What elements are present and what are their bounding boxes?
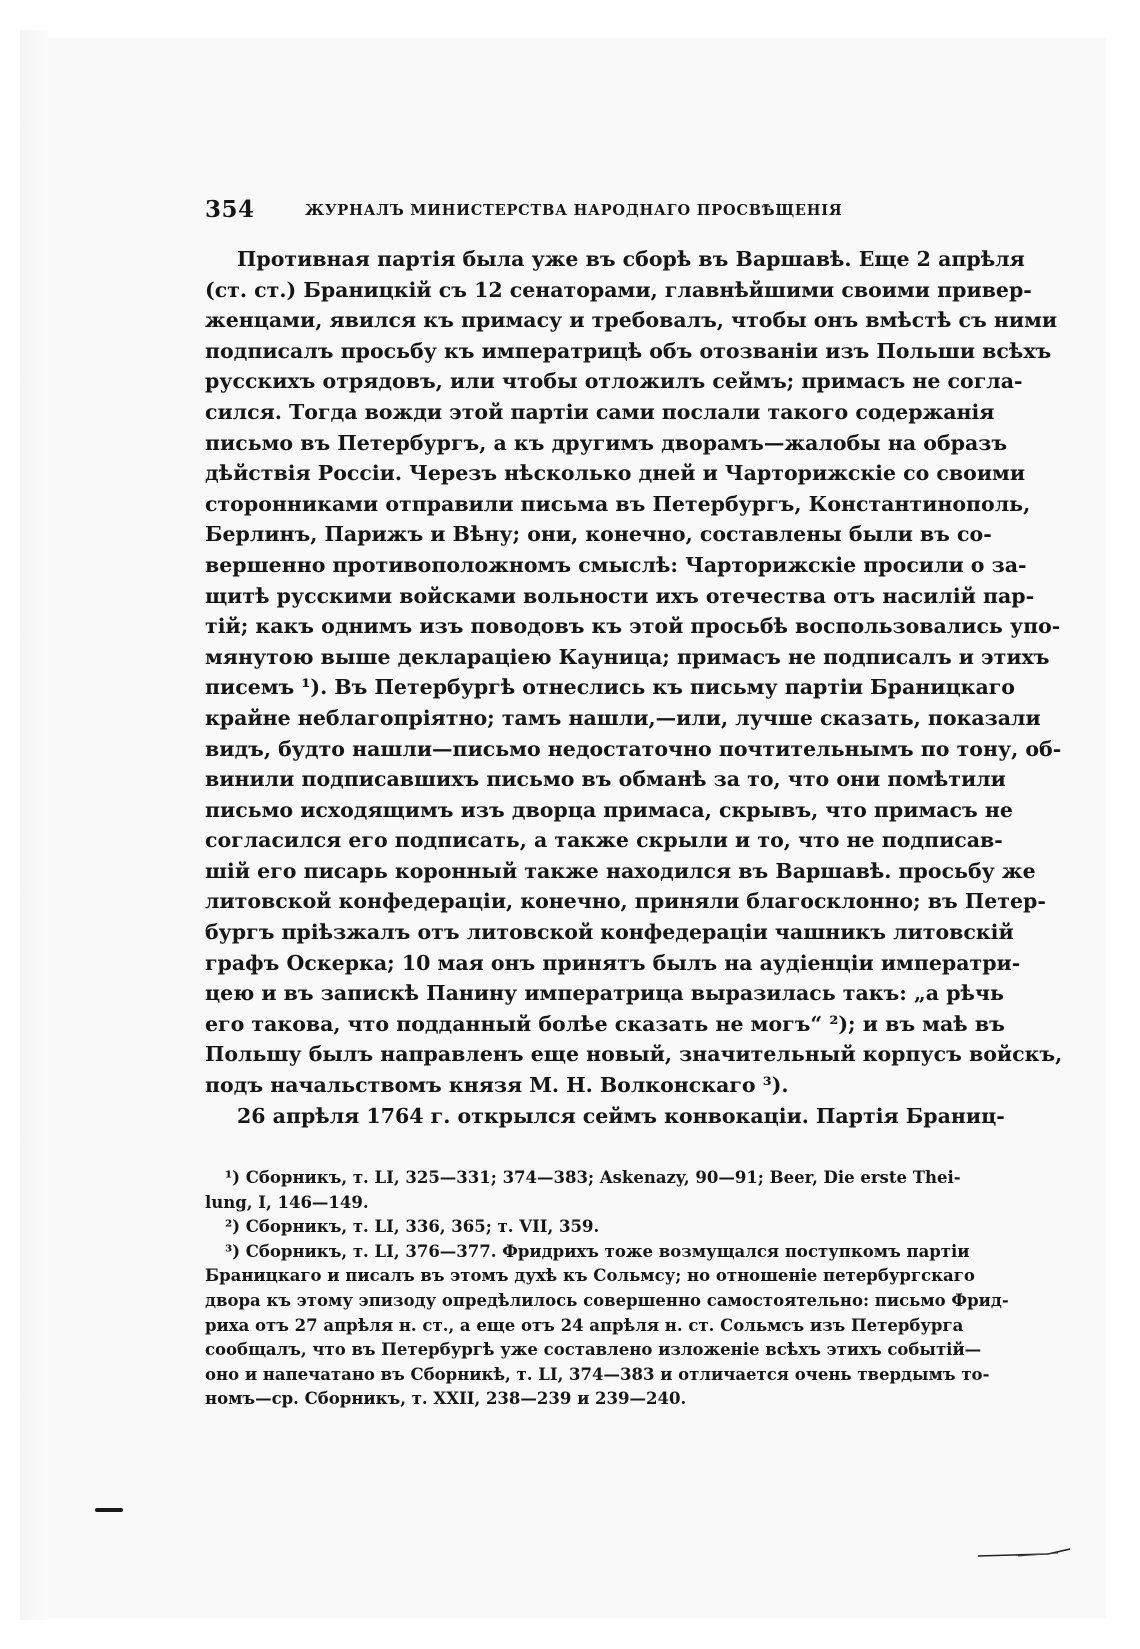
text-line: винили подписавшихъ письмо въ обманѣ за то, что они помѣтили [205,767,1006,792]
text-line: вершенно противоположномъ смыслѣ: Чарторижскіе просили о за- [205,552,1027,577]
text-line: щитѣ русскими войсками вольности ихъ отечества отъ насилій пар- [205,583,1035,608]
text-line: графъ Оскерка; 10 мая онъ принятъ былъ на аудіенціи императри- [205,950,1021,975]
text-line: цею и въ запискѣ Панину императрица выразилась такъ: „а рѣчь [205,981,1004,1006]
text-line: подписалъ просьбу къ императрицѣ объ отозваніи изъ Польши всѣхъ [205,338,1052,363]
scan-mark-right [978,1548,1070,1558]
text-line: Противная партія была уже въ сборѣ въ Варшавѣ. Еще 2 апрѣля [237,247,1025,271]
page-header [205,196,957,226]
scan-mark-left [95,1508,123,1512]
text-line: письмо въ Петербургъ, а къ другимъ дворамъ—жалобы на образъ [205,430,1008,455]
footnote-line: lung, I, 146—149. [205,1192,369,1212]
text-line: сился. Тогда вожди этой партіи сами послали такого содержанія [205,399,995,424]
footnote-line: Браницкаго и писалъ въ этомъ духѣ къ Сольмсу; но отношеніе петербургскаго [205,1266,975,1286]
text-line: Берлинъ, Парижъ и Вѣну; они, конечно, составлены были въ со- [205,522,992,547]
footnote-line: риха отъ 27 апрѣля н. ст., а еще отъ 24 апрѣля н. ст. Сольмсъ изъ Петербурга [205,1315,964,1335]
footnote-line: сообщалъ, что въ Петербургѣ уже составлено изложеніе всѣхъ этихъ событій— [205,1340,982,1360]
text-line: русскихъ отрядовъ, или чтобы отложилъ сеймъ; примасъ не согла- [205,369,1023,394]
footnote-line: ³) Сборникъ, т. LI, 376—377. Фридрихъ тоже возмущался поступкомъ партіи [225,1241,970,1261]
scan-edge [20,30,48,1620]
text-line: согласился его подписать, а также скрыли и то, что не подписав- [205,828,1003,853]
text-line: бургъ пріѣзжалъ отъ литовской конфедераціи чашникъ литовскій [205,920,1014,945]
text-line: его такова, что подданный болѣе сказать не могъ“ ²); и въ маѣ въ [205,1011,1005,1036]
footnote-line: номъ—ср. Сборникъ, т. XXII, 238—239 и 239—240. [205,1389,687,1409]
main-text [205,244,1063,1131]
footnote-line: двора къ этому эпизоду опредѣлилось совершенно самостоятельно: письмо Фрид- [205,1290,1009,1310]
text-line: тій; какъ однимъ изъ поводовъ къ этой просьбѣ воспользовались упо- [205,614,1061,639]
text-line: письмо исходящимъ изъ дворца примаса, скрывъ, что примасъ не [205,797,1013,822]
text-line: видъ, будто нашли—письмо недостаточно почтительнымъ по тону, об- [205,736,1062,761]
footnote-line: оно и напечатано въ Сборникѣ, т. LI, 374—383 и отличается очень твердымъ то- [205,1364,990,1384]
text-line: (ст. ст.) Браницкій съ 12 сенаторами, главнѣйшими своими привер- [205,277,1032,302]
text-line: дѣйствія Россіи. Черезъ нѣсколько дней и Чарторижскіе со своими [205,461,1026,486]
footnote-line: ¹) Сборникъ, т. LI, 325—331; 374—383; Askenazy, 90—91; Beer, Die erste Thei- [225,1168,961,1187]
text-line: Польшу былъ направленъ еще новый, значительный корпусъ войскъ, [205,1042,1063,1067]
running-title: ЖУРНАЛЪ МИНИСТЕРСТВА НАРОДНАГО ПРОСВѢЩЕНІЯ [305,202,843,219]
footnote-line: ²) Сборникъ, т. LI, 336, 365; т. VII, 359. [225,1217,600,1237]
text-line: мянутою выше деклараціею Кауница; примасъ не подписалъ и этихъ [205,644,1050,669]
text-line: 26 апрѣля 1764 г. открылся сеймъ конвокаціи. Партія Браниц- [237,1103,1005,1128]
text-line: шій его писарь коронный также находился въ Варшавѣ. просьбу же [205,858,1036,883]
text-line: писемъ ¹). Въ Петербургѣ отнеслись къ письму партіи Браницкаго [205,675,1015,700]
text-line: сторонниками отправили письма въ Петербургъ, Константинополь, [205,491,1031,516]
footnotes [205,1166,1009,1412]
text-line: женцами, явился къ примасу и требовалъ, чтобы онъ вмѣстѣ съ ними [205,308,1058,333]
text-line: подъ начальствомъ князя М. Н. Волконскаго ³). [205,1073,789,1098]
text-line: литовской конфедераціи, конечно, приняли благосклонно; въ Петер- [205,889,1046,914]
page-number: 354 [205,196,255,223]
text-line: крайне неблагопріятно; тамъ нашли,—или, лучше сказать, показали [205,705,1041,730]
